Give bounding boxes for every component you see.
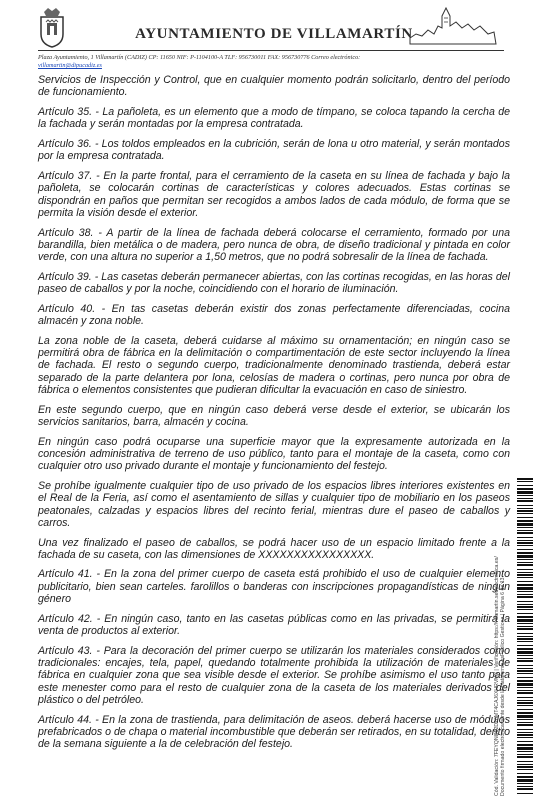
address-line: Plaza Ayuntamiento, 1 Villamartín (CADIZ) CP: 11650 NIF: P-1104100-A TLF: 956730011 FAX: 956730776 Correo electrónico: <box>38 54 361 61</box>
paragraph: En ningún caso podrá ocuparse una superficie mayor que la expresamente autorizada en la concesión administrativa de terreno de uso público, tanto para el montaje de la caseta, como con cualquier otro uso privado durante el montaje y funcionamiento del festejo. <box>38 435 510 473</box>
validation-stamp <box>494 476 507 796</box>
email-link[interactable]: villamartin@dipucadiz.es <box>38 62 102 69</box>
article-38: Artículo 38. - A partir de la línea de fachada deberá colocarse el cerramiento, formado por una barandilla, bien metálica o de madera, pero nunca de obra, de diseño tradicional y pintada en color verde, con una altura no superior a 1,50 metros, que no podrá sobresalir de la línea de fachada. <box>38 226 510 264</box>
letterhead <box>0 0 548 69</box>
paragraph: En este segundo cuerpo, que en ningún caso deberá verse desde el exterior, se ubicarán los servicios sanitarios, barra, almacén y cocina. <box>38 403 510 428</box>
paragraph: La zona noble de la caseta, deberá cuidarse al máximo su ornamentación; en ningún caso se permitirá obra de fábrica en la delimitación o compartimentación de este sector incluyendo la línea de fachada. El resto o segundo cuerpo, tradicionalmente denominado trastienda, deberá estar separado de la parte delantera por lona, celosías de madera o cortinas, pero nunca por obra de fábrica o elementos consistentes que pudieran dificultar la evacuación en caso de siniestro. <box>38 334 510 396</box>
header-rule <box>38 50 504 51</box>
article-40: Artículo 40. - En tas casetas deberán existir dos zonas perfectamente diferenciadas, cocina almacén y zona noble. <box>38 302 510 328</box>
article-43: Artículo 43. - Para la decoración del primer cuerpo se utilizarán los materiales considerados como tradicionales: encajes, tela, papel, quedando totalmente prohibida la utilización de materiales de fábrica en cualquier zona que sea visible desde el exterior. Se prohíbe asimismo el uso tanto para este menester como para el resto de cualquier zona de la caseta de los materiales derivados del plástico o del petróleo. <box>38 644 510 706</box>
article-37: Artículo 37. - En la parte frontal, para el cerramiento de la caseta en su línea de fachada y bajo la pañoleta, se colocarán cortinas de características y colores adecuados. Estas cortinas se dispondrán en paños que permitan ser recogidos a ambos lados de cada módulo, de forma que se permita la visión desde el exterior. <box>38 169 510 219</box>
contact-info <box>38 54 508 70</box>
page-title: AYUNTAMIENTO DE VILLAMARTÍN <box>135 26 413 42</box>
article-42: Artículo 42. - En ningún caso, tanto en las casetas públicas como en las privadas, se permitirá la venta de productos al exterior. <box>38 612 510 638</box>
paragraph: Se prohíbe igualmente cualquier tipo de uso privado de los espacios libres interiores existentes en el Real de la Feria, así como el asentamiento de sillas y cualquier tipo de mobiliario en los paseos peatonales, calzadas y espacios libres del recinto ferial, mientras dure el paseo de caballos y carros. <box>38 479 510 529</box>
article-44: Artículo 44. - En la zona de trastienda, para delimitación de aseos. deberá hacerse uso de módulos prefabricados o de chapa o material incombustible que deberán ser retirados, en su totalidad, dentro de la semana siguiente a la de celebración del festejo. <box>38 713 510 751</box>
document-body <box>38 74 510 758</box>
article-39: Artículo 39. - Las casetas deberán permanecer abiertas, con las cortinas recogidas, en las horas del paseo de caballos y por la noche, coincidiendo con el horario de iluminación. <box>38 270 510 296</box>
paragraph: Una vez finalizado el paseo de caballos, se podrá hacer uso de un espacio limitado frente a la fachada de su caseta, con las dimensiones de XXXXXXXXXXXXXXXX. <box>38 536 510 561</box>
town-skyline-icon <box>408 4 498 46</box>
article-35: Artículo 35. - La pañoleta, es un elemento que a modo de tímpano, se coloca tapando la cercha de la fachada y serán montadas por la empresa contratada. <box>38 105 510 131</box>
paragraph: Servicios de Inspección y Control, que en cualquier momento podrán solicitarlo, dentro del período de funcionamiento. <box>38 74 510 99</box>
barcode <box>517 478 533 794</box>
validation-code: Cód. Validación: 7FEYQNQ52D26MT4CAJ6XHRVMY | Verificación: https://villamartin.sedelectronica.es/ <box>494 556 500 796</box>
signature-notice: Documento firmado electrónicamente desde la plataforma esPublico Gestiona | Página 6 de 13 <box>500 577 507 796</box>
article-36: Artículo 36. - Los toldos empleados en la cubrición, serán de lona u otro material, y serán montados por la empresa contratada. <box>38 137 510 163</box>
article-41: Artículo 41. - En la zona del primer cuerpo de caseta está prohibido el uso de cualquier elemento publicitario, bien sean carteles. farolillos o banderas con inscripciones propagandísticas de ningún género <box>38 568 510 606</box>
